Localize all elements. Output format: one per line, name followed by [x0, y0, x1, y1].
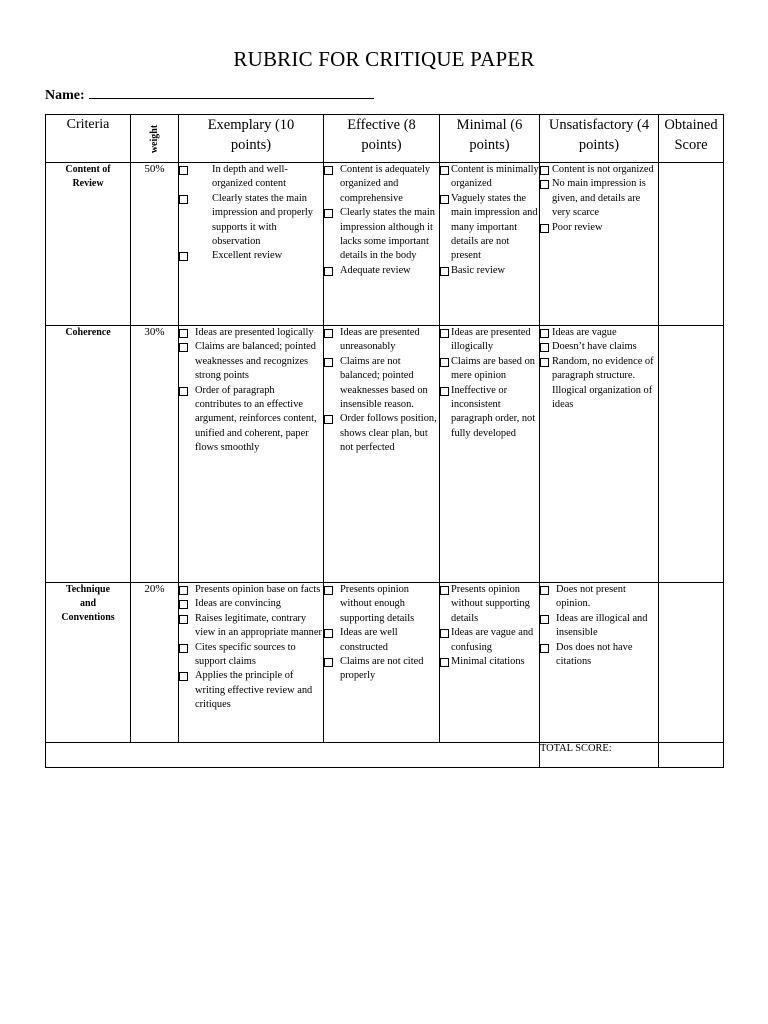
list-item: Ideas are presented unreasonably [324, 326, 439, 355]
total-spacer-cell [46, 743, 540, 768]
list-item: Random, no evidence of paragraph structure. Illogical organization of ideas [540, 355, 658, 413]
list-item: Presents opinion base on facts [179, 583, 323, 597]
checkbox-icon[interactable] [324, 586, 333, 595]
minimal-cell [440, 583, 540, 743]
rubric-table [45, 114, 724, 768]
list-item: Doesn’t have claims [540, 340, 658, 354]
checkbox-icon[interactable] [324, 658, 333, 667]
list-item: Ideas are illogical and insensible [540, 612, 658, 641]
header-effective: Effective (8 points) [324, 115, 440, 163]
list-item: No main impression is given, and details are very scarce [540, 177, 658, 220]
header-weight: weight [131, 115, 179, 163]
checkbox-icon[interactable] [324, 209, 333, 218]
weight-cell: 30% [131, 326, 179, 583]
unsatisfactory-cell [540, 326, 659, 583]
rubric-row-technique [46, 583, 724, 743]
name-field [45, 86, 374, 104]
checkbox-icon[interactable] [324, 166, 333, 175]
checkbox-icon[interactable] [179, 329, 188, 338]
list-item: Raises legitimate, contrary view in an appropriate manner [179, 612, 323, 641]
effective-cell [324, 163, 440, 326]
checkbox-icon[interactable] [179, 195, 188, 204]
list-item: Content is minimally organized [440, 163, 539, 192]
checkbox-icon[interactable] [324, 267, 333, 276]
checkbox-icon[interactable] [440, 358, 449, 367]
list-item: In depth and well-organized content [179, 163, 323, 192]
list-item: Vaguely states the main impression and many important details are not present [440, 192, 539, 264]
checkbox-icon[interactable] [540, 586, 549, 595]
list-item: Ideas are well constructed [324, 626, 439, 655]
checkbox-icon[interactable] [179, 343, 188, 352]
header-minimal: Minimal (6 points) [440, 115, 540, 163]
list-item: Order of paragraph contributes to an effective argument, reinforces content, unified and coherent, paper flows smoothly [179, 384, 323, 456]
list-item: Ideas are presented logically [179, 326, 323, 340]
checkbox-icon[interactable] [179, 600, 188, 609]
total-score-cell[interactable] [659, 743, 724, 768]
checkbox-icon[interactable] [540, 180, 549, 189]
checkbox-icon[interactable] [324, 329, 333, 338]
checkbox-icon[interactable] [540, 358, 549, 367]
checkbox-icon[interactable] [440, 658, 449, 667]
header-exemplary: Exemplary (10 points) [179, 115, 324, 163]
exemplary-cell [179, 583, 324, 743]
checkbox-icon[interactable] [440, 267, 449, 276]
header-obtained-score: Obtained Score [659, 115, 724, 163]
criteria-cell: Technique and Conventions [46, 583, 131, 743]
list-item: Clearly states the main impression and properly supports it with observation [179, 192, 323, 250]
name-label: Name: [45, 88, 85, 103]
list-item: Clearly states the main impression although it lacks some important details in the body [324, 206, 439, 264]
header-unsatisfactory: Unsatisfactory (4 points) [540, 115, 659, 163]
rubric-row-coherence [46, 326, 724, 583]
weight-cell: 20% [131, 583, 179, 743]
weight-cell: 50% [131, 163, 179, 326]
list-item: Ideas are vague and confusing [440, 626, 539, 655]
total-row [46, 743, 724, 768]
effective-cell [324, 326, 440, 583]
list-item: Basic review [440, 264, 539, 278]
rubric-row-content [46, 163, 724, 326]
list-item: Ineffective or inconsistent paragraph order, not fully developed [440, 384, 539, 442]
list-item: Does not present opinion. [540, 583, 658, 612]
page-title: RUBRIC FOR CRITIQUE PAPER [233, 47, 535, 71]
checkbox-icon[interactable] [179, 387, 188, 396]
list-item: Content is not organized [540, 163, 658, 177]
minimal-cell [440, 163, 540, 326]
checkbox-icon[interactable] [440, 387, 449, 396]
checkbox-icon[interactable] [440, 195, 449, 204]
obtained-score-cell[interactable] [659, 163, 724, 326]
list-item: Presents opinion without supporting details [440, 583, 539, 626]
list-item: Dos does not have citations [540, 641, 658, 670]
checkbox-icon[interactable] [440, 166, 449, 175]
list-item: Presents opinion without enough supporting details [324, 583, 439, 626]
checkbox-icon[interactable] [179, 166, 188, 175]
checkbox-icon[interactable] [324, 629, 333, 638]
criteria-cell: Content of Review [46, 163, 131, 326]
checkbox-icon[interactable] [540, 615, 549, 624]
list-item: Claims are based on mere opinion [440, 355, 539, 384]
list-item: Adequate review [324, 264, 439, 278]
list-item: Claims are not cited properly [324, 655, 439, 684]
checkbox-icon[interactable] [179, 672, 188, 681]
unsatisfactory-cell [540, 583, 659, 743]
list-item: Ideas are presented illogically [440, 326, 539, 355]
checkbox-icon[interactable] [540, 329, 549, 338]
checkbox-icon[interactable] [179, 615, 188, 624]
checkbox-icon[interactable] [179, 586, 188, 595]
obtained-score-cell[interactable] [659, 583, 724, 743]
list-item: Excellent review [179, 249, 323, 263]
checkbox-icon[interactable] [324, 415, 333, 424]
checkbox-icon[interactable] [440, 629, 449, 638]
list-item: Cites specific sources to support claims [179, 641, 323, 670]
checkbox-icon[interactable] [540, 343, 549, 352]
checkbox-icon[interactable] [540, 166, 549, 175]
list-item: Order follows position, shows clear plan, but not perfected [324, 412, 439, 455]
obtained-score-cell[interactable] [659, 326, 724, 583]
minimal-cell [440, 326, 540, 583]
total-score-label: TOTAL SCORE: [540, 743, 659, 768]
list-item: Content is adequately organized and comprehensive [324, 163, 439, 206]
header-row [46, 115, 724, 163]
unsatisfactory-cell [540, 163, 659, 326]
name-blank-line[interactable] [89, 86, 374, 99]
exemplary-cell [179, 163, 324, 326]
checkbox-icon[interactable] [179, 252, 188, 261]
list-item: Ideas are convincing [179, 597, 323, 611]
header-criteria: Criteria [46, 115, 131, 163]
criteria-cell: Coherence [46, 326, 131, 583]
checkbox-icon[interactable] [440, 329, 449, 338]
effective-cell [324, 583, 440, 743]
checkbox-icon[interactable] [440, 586, 449, 595]
checkbox-icon[interactable] [540, 644, 549, 653]
list-item: Minimal citations [440, 655, 539, 669]
checkbox-icon[interactable] [540, 224, 549, 233]
list-item: Poor review [540, 221, 658, 235]
list-item: Applies the principle of writing effective review and critiques [179, 669, 323, 712]
list-item: Claims are balanced; pointed weaknesses and recognizes strong points [179, 340, 323, 383]
checkbox-icon[interactable] [324, 358, 333, 367]
exemplary-cell [179, 326, 324, 583]
list-item: Ideas are vague [540, 326, 658, 340]
checkbox-icon[interactable] [179, 644, 188, 653]
list-item: Claims are not balanced; pointed weaknesses based on insensible reason. [324, 355, 439, 413]
